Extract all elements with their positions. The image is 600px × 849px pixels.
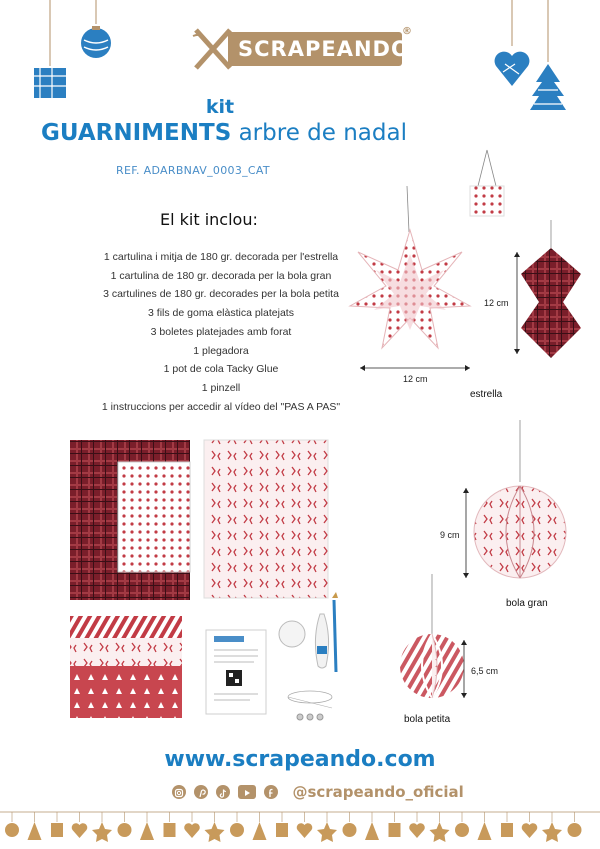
brand-name: SCRAPEANDO: [238, 37, 410, 61]
pinterest-icon[interactable]: [194, 785, 208, 799]
elastic-cord-image: [288, 691, 332, 708]
garland-ornament-icon: [230, 823, 244, 837]
small-ball-height-label: 6,5 cm: [471, 666, 499, 676]
facebook-icon[interactable]: [264, 785, 278, 799]
garland-ornament-icon: [317, 822, 337, 842]
tree-ornament-icon: [530, 0, 566, 110]
garland-ornament-icon: [276, 823, 288, 837]
garland-ornament-icon: [389, 823, 401, 837]
list-item: 1 cartulina de 180 gr. decorada per la bola gran: [110, 269, 332, 282]
instagram-icon[interactable]: [172, 785, 186, 799]
garland-ornament-icon: [51, 823, 63, 837]
garland-ornament-icon: [455, 823, 469, 837]
garland-ornament-icon: [568, 823, 582, 837]
garland-ornament-icon: [184, 823, 200, 838]
garland-ornament-icon: [118, 823, 132, 837]
includes-list: [56, 248, 386, 416]
striped-paper-stack: [70, 616, 182, 718]
big-ball-caption: bola gran: [506, 598, 548, 609]
tag-ornament-image: [470, 150, 504, 216]
star-width-label: 12 cm: [403, 374, 428, 384]
title-main: [14, 120, 434, 146]
bottom-garland: [0, 808, 600, 849]
garland-ornament-icon: [92, 822, 112, 842]
glue-pot-image: [279, 621, 305, 647]
instructions-card: [206, 630, 266, 714]
list-item: 3 boletes platejades amb forat: [150, 325, 292, 338]
title-main-rest: arbre de nadal: [231, 120, 407, 146]
garland-ornament-icon: [430, 822, 450, 842]
list-item: 3 fils de goma elàstica platejats: [148, 307, 294, 320]
gift-ornament-icon: [34, 0, 66, 98]
tiktok-icon[interactable]: [216, 785, 230, 799]
registered-mark: ®: [402, 26, 412, 37]
list-item: 3 cartulines de 180 gr. decorades per la bola petita: [103, 288, 339, 301]
title-kit: kit: [205, 96, 235, 118]
social-handle[interactable]: @scrapeando_oficial: [292, 782, 464, 801]
silver-beads-image: [297, 714, 323, 720]
bone-folder-image: [315, 614, 328, 668]
star-height-label: 12 cm: [484, 298, 509, 308]
star-caption: estrella: [470, 389, 503, 400]
youtube-icon[interactable]: [238, 785, 256, 799]
brush-image: [332, 592, 338, 672]
garland-ornament-icon: [205, 822, 225, 842]
big-ball-ornament-image: [474, 420, 566, 578]
small-ball-caption: bola petita: [404, 714, 451, 725]
list-item: 1 pinzell: [201, 381, 241, 394]
garland-ornament-icon: [365, 822, 379, 840]
garland-ornament-icon: [5, 823, 19, 837]
heart-ornament-icon: [495, 0, 530, 86]
small-ball-ornament-image: [400, 574, 464, 698]
plaid-paper-sheet: [70, 440, 190, 600]
brand-logo: [190, 26, 412, 72]
bauble-ornament-icon: [81, 0, 111, 58]
garland-ornament-icon: [72, 823, 88, 838]
list-item: 1 cartulina i mitja de 180 gr. decorada per l'estrella: [103, 251, 339, 263]
website-link[interactable]: www.scrapeando.com: [164, 747, 436, 772]
social-bar: [172, 781, 464, 801]
garland-ornament-icon: [522, 823, 538, 838]
list-item: 1 instruccions per accedir al vídeo del "PAS A PAS": [101, 400, 341, 413]
garland-ornament-icon: [501, 823, 513, 837]
garland-ornament-icon: [343, 823, 357, 837]
garland-ornament-icon: [253, 822, 267, 840]
garland-ornament-icon: [478, 822, 492, 840]
list-item: 1 pot de cola Tacky Glue: [163, 363, 279, 376]
big-ball-height-label: 9 cm: [440, 530, 460, 540]
plaid-ornament-image: [521, 220, 581, 358]
garland-ornament-icon: [297, 823, 313, 838]
garland-ornament-icon: [28, 822, 42, 840]
garland-ornament-icon: [542, 822, 562, 842]
reference-code: REF. ADARBNAV_0003_CAT: [116, 164, 270, 177]
includes-heading: El kit inclou:: [160, 210, 258, 229]
title-main-bold: GUARNIMENTS: [41, 120, 232, 146]
list-item: 1 plegadora: [193, 344, 249, 357]
garland-ornament-icon: [409, 823, 425, 838]
garland-ornament-icon: [164, 823, 176, 837]
patterned-paper-sheet: [204, 440, 328, 598]
garland-ornament-icon: [140, 822, 154, 840]
